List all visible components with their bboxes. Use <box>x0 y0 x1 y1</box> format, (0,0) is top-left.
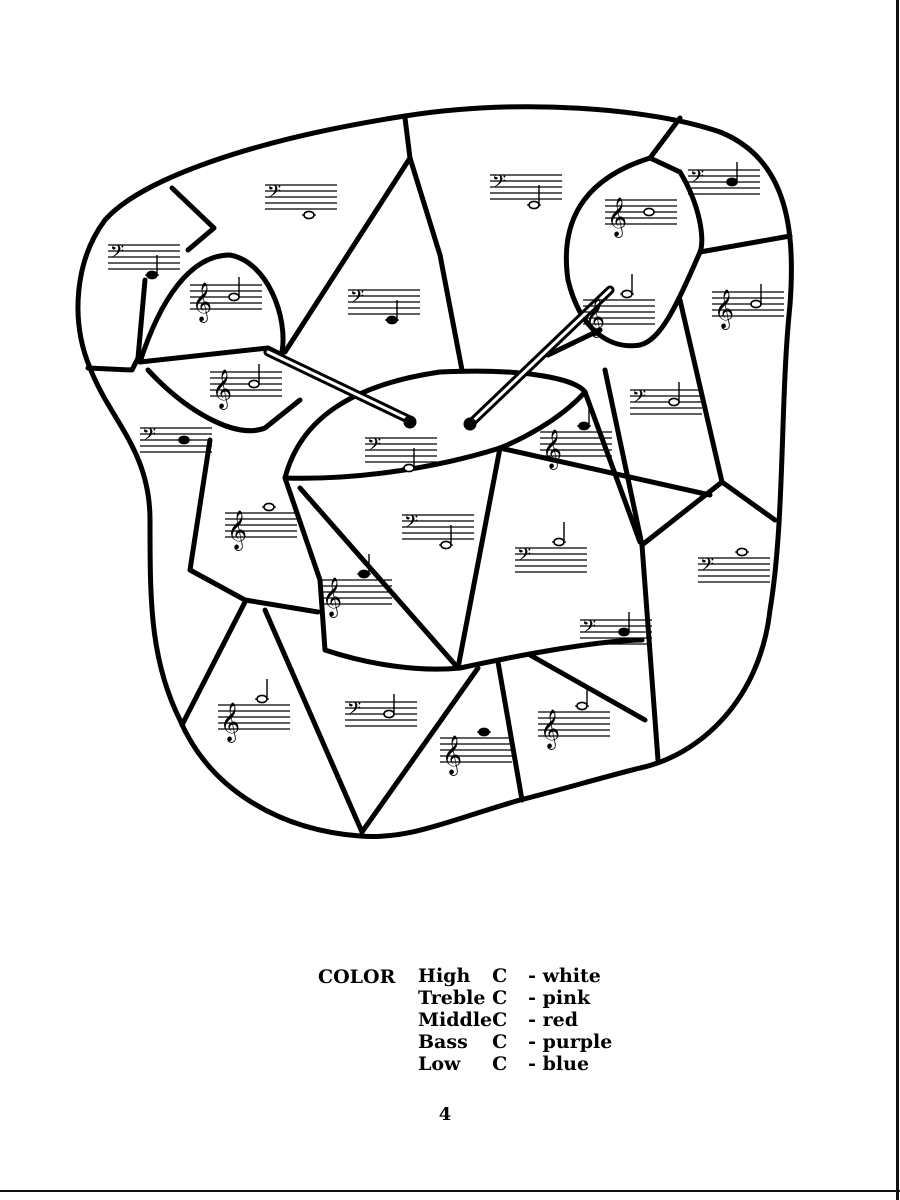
page-edge-bottom <box>0 1190 900 1192</box>
note-head <box>669 398 679 405</box>
note-head <box>257 695 267 702</box>
note-head <box>384 710 394 717</box>
note-head <box>479 728 489 735</box>
treble-clef-icon: 𝄞 <box>442 735 463 775</box>
note-head <box>644 208 654 215</box>
bass-clef-icon: 𝄢 <box>267 182 282 207</box>
bass-clef-icon: 𝄢 <box>632 387 647 412</box>
note-staff <box>265 182 337 219</box>
bass-clef-icon: 𝄢 <box>142 425 157 450</box>
bass-clef-icon: 𝄢 <box>110 242 125 267</box>
legend-row-low <box>418 1054 612 1076</box>
note-staff <box>218 679 290 743</box>
legend-letter: C <box>492 1009 508 1031</box>
note-head <box>404 464 414 471</box>
treble-clef-icon: 𝄞 <box>227 510 248 550</box>
legend-level: High <box>418 965 471 987</box>
legend-letter: C <box>492 1031 508 1053</box>
note-head <box>619 628 629 635</box>
page-edge-right <box>896 0 899 1200</box>
note-staff <box>698 548 770 582</box>
note-head <box>304 211 314 218</box>
bass-clef-icon: 𝄢 <box>690 167 705 192</box>
note-staff <box>440 728 512 776</box>
note-head <box>229 293 239 300</box>
bass-clef-icon: 𝄢 <box>492 172 507 197</box>
treble-clef-icon: 𝄞 <box>540 709 561 749</box>
note-staff <box>402 512 474 549</box>
legend-row-middle <box>418 1010 612 1032</box>
treble-clef-icon: 𝄞 <box>607 197 628 237</box>
note-staff <box>108 242 180 279</box>
treble-clef-icon: 𝄞 <box>714 289 735 329</box>
legend-level: Low <box>418 1053 461 1075</box>
note-head <box>179 436 189 443</box>
treble-clef-icon: 𝄞 <box>542 429 563 469</box>
bass-clef-icon: 𝄢 <box>367 435 382 460</box>
treble-clef-icon: 𝄞 <box>192 282 213 322</box>
legend-letter: C <box>492 1053 508 1075</box>
legend-level: Middle <box>418 1009 493 1031</box>
note-staffs <box>108 162 784 776</box>
note-staff <box>210 364 282 410</box>
region-outlines <box>78 107 791 837</box>
treble-clef-icon: 𝄞 <box>585 297 606 337</box>
note-staff <box>605 197 677 238</box>
drumsticks <box>268 290 610 430</box>
legend-row-bass <box>418 1032 612 1054</box>
note-staff <box>540 406 612 470</box>
bass-clef-icon: 𝄢 <box>404 512 419 537</box>
note-head <box>249 380 259 387</box>
note-head <box>554 538 564 545</box>
legend-level: Treble <box>418 987 486 1009</box>
bass-clef-icon: 𝄢 <box>347 699 362 724</box>
treble-clef-icon: 𝄞 <box>220 702 241 742</box>
legend-color: - red <box>528 1009 579 1031</box>
bass-clef-icon: 𝄢 <box>700 555 715 580</box>
legend-level: Bass <box>418 1031 468 1053</box>
note-head <box>147 271 157 278</box>
treble-clef-icon: 𝄞 <box>322 577 343 617</box>
bass-clef-icon: 𝄢 <box>517 545 532 570</box>
legend-letter: C <box>492 987 508 1009</box>
note-staff <box>583 274 655 338</box>
note-staff <box>712 284 784 330</box>
note-head <box>441 541 451 548</box>
legend-color: - white <box>528 965 601 987</box>
note-staff <box>320 554 392 618</box>
note-head <box>579 422 589 429</box>
note-staff <box>515 522 587 572</box>
legend-row-high <box>418 966 612 988</box>
legend-color: - pink <box>528 987 591 1009</box>
note-head <box>529 201 539 208</box>
note-staff <box>140 425 212 452</box>
legend-color: - purple <box>528 1031 613 1053</box>
treble-clef-icon: 𝄞 <box>212 369 233 409</box>
legend-row-treble <box>418 988 612 1010</box>
bass-clef-icon: 𝄢 <box>350 287 365 312</box>
note-staff <box>348 287 420 324</box>
note-head <box>737 548 747 555</box>
note-head <box>727 178 737 185</box>
bass-clef-icon: 𝄢 <box>582 617 597 642</box>
legend-color: - blue <box>528 1053 590 1075</box>
note-head <box>577 702 587 709</box>
note-head <box>387 316 397 323</box>
legend-table <box>418 966 612 1076</box>
note-head <box>622 290 632 297</box>
note-head <box>751 300 761 307</box>
note-staff <box>190 277 262 323</box>
note-staff <box>490 172 562 209</box>
note-head <box>359 570 369 577</box>
page-number: 4 <box>438 1104 452 1125</box>
color-key <box>318 966 612 1076</box>
note-staff <box>345 694 417 726</box>
note-staff <box>688 162 760 194</box>
legend-letter: C <box>492 965 508 987</box>
note-head <box>264 503 274 510</box>
note-staff <box>225 503 297 551</box>
legend-heading: COLOR <box>318 966 396 988</box>
note-staff <box>630 382 702 414</box>
